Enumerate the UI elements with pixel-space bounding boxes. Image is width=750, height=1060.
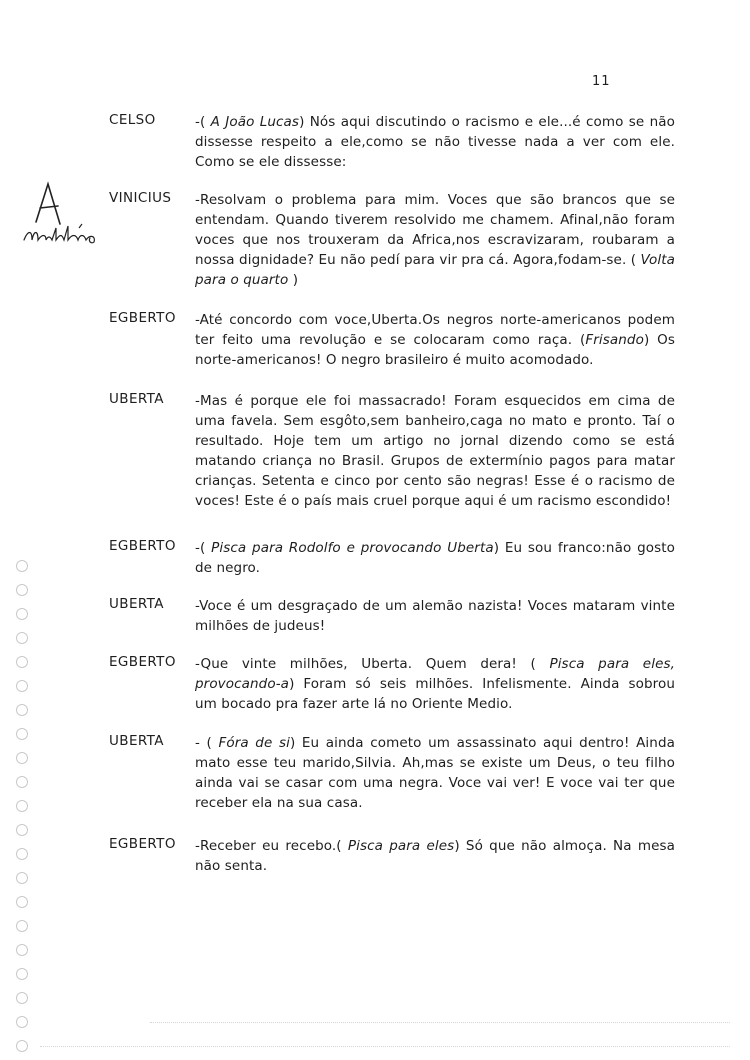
- stage-direction: Fóra de si: [218, 735, 290, 751]
- speech-text: -(: [195, 540, 212, 556]
- dialogue-line: [195, 694, 675, 714]
- dialogue-line: [195, 856, 675, 876]
- stage-direction: Pisca para eles,: [549, 656, 675, 672]
- speech-text: voces que nos trouxeram da Africa,nos escravizaram, roubaram a: [195, 232, 675, 248]
- dialogue-line: [195, 491, 675, 511]
- dialogue-line: [195, 674, 675, 694]
- dialogue-line: [195, 733, 675, 753]
- speech-text: ): [288, 272, 299, 288]
- speech-text: ) Eu ainda cometo um assassinato aqui dentro! Ainda: [289, 735, 675, 751]
- dialogue-line: [195, 793, 675, 813]
- speech-text: -Voce é um desgraçado de um alemão nazista! Voces mataram vinte: [195, 598, 675, 614]
- page-number: 11: [592, 74, 611, 89]
- binding-hole: [16, 680, 28, 692]
- stage-direction: Pisca para Rodolfo e provocando Uberta: [211, 540, 494, 556]
- dialogue-line: [195, 112, 675, 132]
- speech-text: ter feito uma revolução e se colocaram como raça. (: [195, 332, 586, 348]
- speech-text: milhões de judeus!: [195, 618, 326, 634]
- binding-hole: [16, 824, 28, 836]
- binding-hole: [16, 608, 28, 620]
- speech-text: uma favela. Sem esgôto,sem banheiro,caga no mato e pronto. Taí o: [195, 413, 675, 429]
- speaker-name: EGBERTO: [109, 310, 176, 326]
- binding-hole: [16, 656, 28, 668]
- speech-text: -Que vinte milhões, Uberta. Quem dera! (: [195, 656, 550, 672]
- speech-text: ainda vai se casar com uma negra. Voce vai ver! E voce vai ter que: [195, 775, 675, 791]
- binding-hole: [16, 848, 28, 860]
- speech-text: -Até concordo com voce,Uberta.Os negros norte-americanos podem: [195, 312, 675, 328]
- dialogue-line: [195, 391, 675, 411]
- speaker-name: EGBERTO: [109, 654, 176, 670]
- dialogue-line: [195, 558, 675, 578]
- binding-hole: [16, 968, 28, 980]
- speech-text: não senta.: [195, 858, 268, 874]
- dialogue-line: [195, 210, 675, 230]
- stage-direction: para o quarto: [195, 272, 289, 288]
- dialogue-line: [195, 654, 675, 674]
- binding-hole: [16, 776, 28, 788]
- binding-hole: [16, 920, 28, 932]
- speech-text: receber ela na sua casa.: [195, 795, 363, 811]
- binding-hole: [16, 992, 28, 1004]
- stage-direction: Volta: [640, 252, 676, 268]
- speech-text: ) Os: [643, 332, 675, 348]
- speech-text: -Mas é porque ele foi massacrado! Foram esquecidos em cima de: [195, 393, 675, 409]
- dialogue-line: [195, 250, 675, 270]
- dialogue-line: [195, 152, 675, 172]
- dialogue-line: [195, 132, 675, 152]
- speech-text: mato esse teu marido,Silvia. Ah,mas se existe um Deus, o teu filho: [195, 755, 675, 771]
- stage-direction: A João Lucas: [210, 114, 300, 130]
- binding-hole: [16, 1040, 28, 1052]
- dialogue-line: [195, 431, 675, 451]
- dialogue-line: [195, 753, 675, 773]
- dialogue-line: [195, 270, 675, 290]
- dialogue-line: [195, 616, 675, 636]
- dialogue-line: [195, 230, 675, 250]
- dialogue-line: [195, 190, 675, 210]
- speech-text: voces! Este é o país mais cruel porque aqui é um racismo escondido!: [195, 493, 672, 509]
- speech-text: ) Eu sou franco:não gosto: [493, 540, 675, 556]
- binding-hole: [16, 944, 28, 956]
- speech-text: -Resolvam o problema para mim. Voces que são brancos que se: [195, 192, 675, 208]
- speech-text: matando criança no Brasil. Grupos de extermínio pagos para matar: [195, 453, 675, 469]
- speaker-name: EGBERTO: [109, 538, 176, 554]
- speech-text: nossa dignidade? Eu não pedí para vir pra cá. Agora,fodam-se. (: [195, 252, 641, 268]
- speech-text: norte-americanos! O negro brasileiro é muito acomodado.: [195, 352, 594, 368]
- dialogue-line: [195, 773, 675, 793]
- binding-hole: [16, 632, 28, 644]
- speech-text: ) Foram só seis milhões. Infelismente. Ainda sobrou: [289, 676, 675, 692]
- dialogue-line: [195, 538, 675, 558]
- speech-text: entendam. Quando tiverem resolvido me chamem. Afinal,não foram: [195, 212, 675, 228]
- speech-text: -(: [195, 114, 211, 130]
- binding-hole: [16, 752, 28, 764]
- dialogue-line: [195, 836, 675, 856]
- dialogue-line: [195, 310, 675, 330]
- dialogue-line: [195, 350, 675, 370]
- speaker-name: UBERTA: [109, 733, 164, 749]
- speech-text: - (: [195, 735, 219, 751]
- speech-text: dissesse respeito a ele,como se não tivesse nada a ver com ele.: [195, 134, 675, 150]
- scan-artifact-line: [40, 1046, 730, 1047]
- binding-hole: [16, 704, 28, 716]
- dialogue-line: [195, 471, 675, 491]
- stage-direction: Pisca para eles: [347, 838, 455, 854]
- dialogue-line: [195, 451, 675, 471]
- dialogue-line: [195, 411, 675, 431]
- binding-hole: [16, 800, 28, 812]
- binding-hole: [16, 560, 28, 572]
- stage-direction: provocando-a: [195, 676, 290, 692]
- speech-text: um bocado pra fazer arte lá no Oriente Medio.: [195, 696, 513, 712]
- speech-text: Como se ele dissesse:: [195, 154, 347, 170]
- speaker-name: VINICIUS: [109, 190, 172, 206]
- speech-text: -Receber eu recebo.(: [195, 838, 348, 854]
- speaker-name: CELSO: [109, 112, 156, 128]
- dialogue-line: [195, 330, 675, 350]
- speech-text: ) Nós aqui discutindo o racismo e ele...é como se não: [299, 114, 675, 130]
- speaker-name: EGBERTO: [109, 836, 176, 852]
- stage-direction: Frisando: [585, 332, 644, 348]
- binding-hole: [16, 872, 28, 884]
- speech-text: resultado. Hoje tem um artigo no jornal dizendo como se está: [195, 433, 675, 449]
- binding-hole: [16, 1016, 28, 1028]
- scan-artifact-line: [150, 1022, 730, 1023]
- dialogue-line: [195, 596, 675, 616]
- binding-hole: [16, 728, 28, 740]
- speech-text: de negro.: [195, 560, 261, 576]
- binding-hole: [16, 584, 28, 596]
- speech-text: crianças. Setenta e cinco por cento são negras! Esse é o racismo de: [195, 473, 675, 489]
- binding-hole: [16, 896, 28, 908]
- speaker-name: UBERTA: [109, 596, 164, 612]
- speaker-name: UBERTA: [109, 391, 164, 407]
- speech-text: ) Só que não almoça. Na mesa: [454, 838, 676, 854]
